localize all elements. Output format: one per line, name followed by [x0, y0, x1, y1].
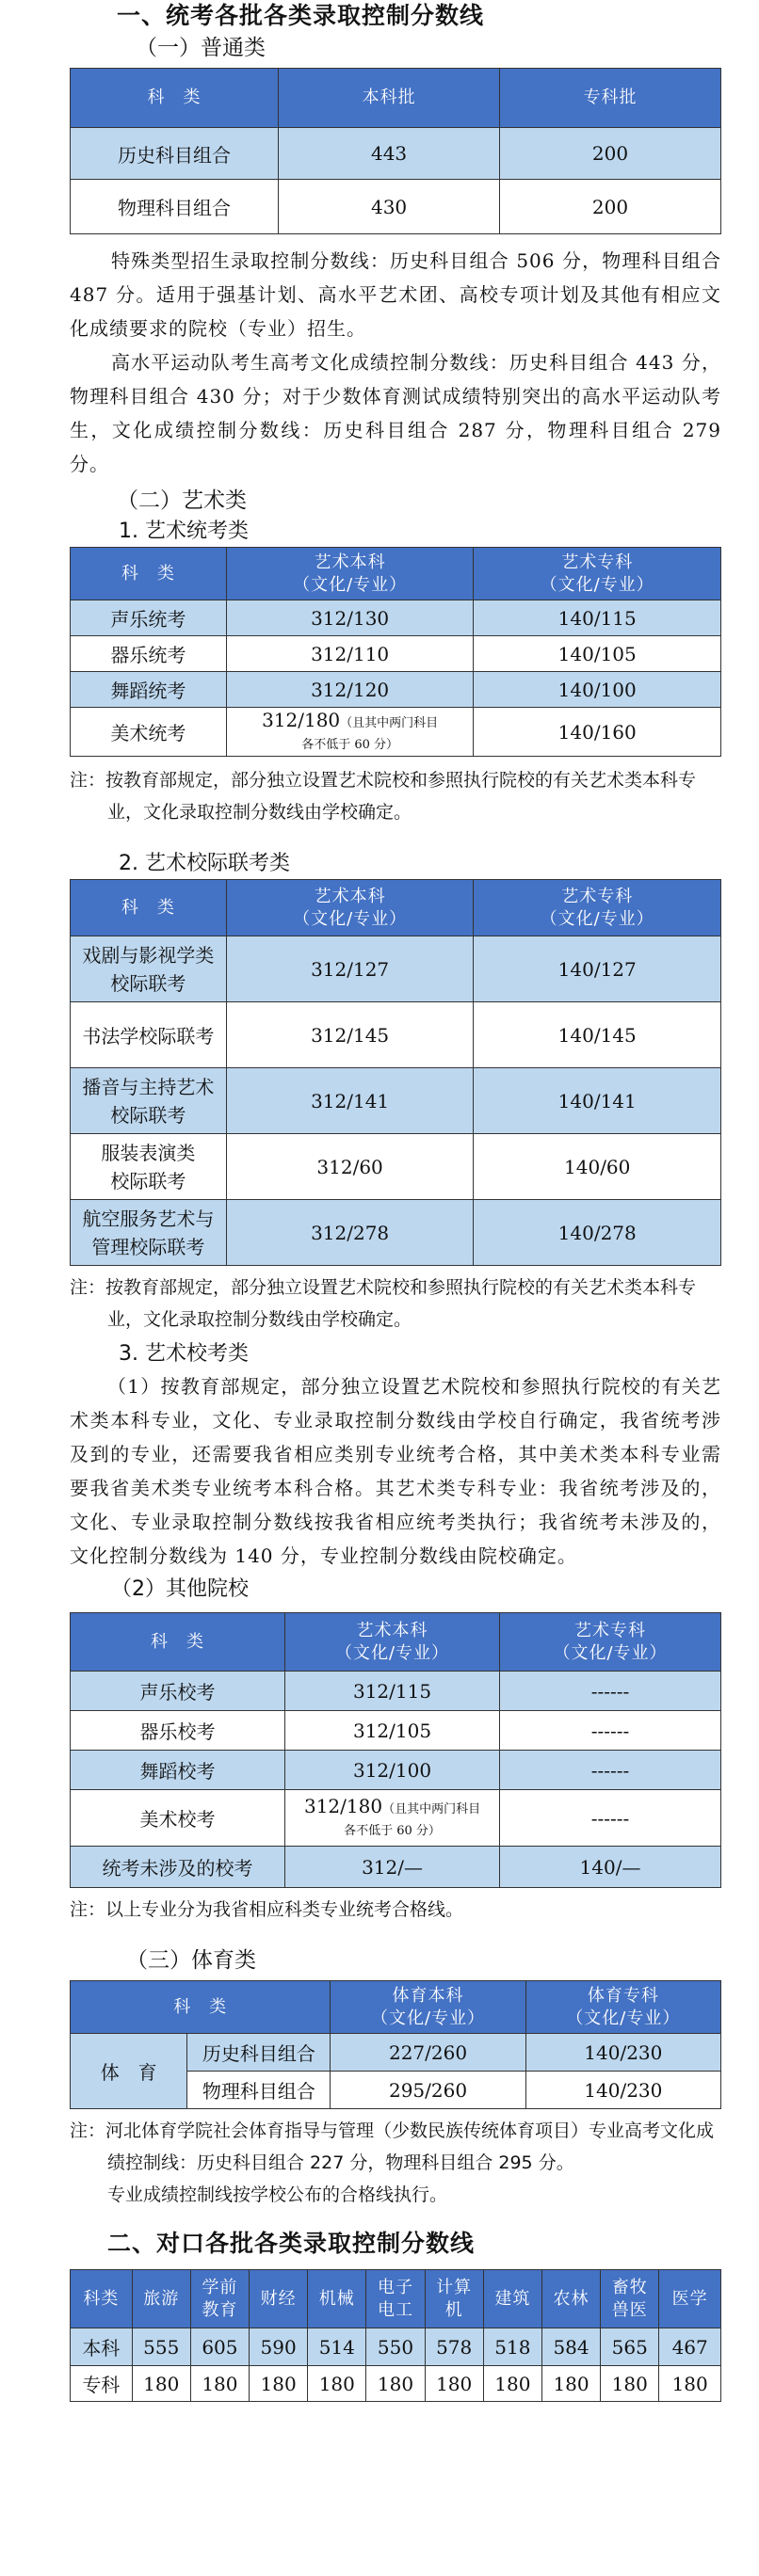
- table-cell: 312/180（且其中两门科目 各不低于 60 分）: [285, 1790, 500, 1847]
- table-cell: 140/105: [474, 636, 721, 672]
- table-cell: 140/278: [474, 1200, 721, 1266]
- table-cell: 180: [601, 2366, 659, 2402]
- col-header: 建筑: [483, 2270, 541, 2328]
- table-cell: 312/130: [226, 600, 474, 636]
- table-cell: 140/115: [474, 600, 721, 636]
- col-header-category: 科 类: [71, 548, 227, 600]
- col-header-category: 科 类: [71, 880, 227, 936]
- table-cell: 550: [366, 2328, 425, 2366]
- table-cell: 518: [483, 2328, 541, 2366]
- table-cell: 戏剧与影视学类 校际联考: [71, 936, 227, 1002]
- table-cell: 140/141: [474, 1068, 721, 1134]
- table-cell: 584: [541, 2328, 600, 2366]
- table-cell: 140/230: [525, 2072, 720, 2109]
- subheading-art-unified: 1. 艺术统考类: [119, 520, 249, 543]
- table-cell: 书法学校际联考: [71, 1002, 227, 1068]
- subheading-art-school: 3. 艺术校考类: [119, 1342, 249, 1366]
- table-cell: 声乐统考: [71, 600, 227, 636]
- table-cell: 312/120: [226, 672, 474, 708]
- table-cell: 180: [659, 2366, 721, 2402]
- table-cell: 舞蹈统考: [71, 672, 227, 708]
- table-cell: 180: [250, 2366, 308, 2402]
- col-header: 财经: [250, 2270, 308, 2328]
- col-header: 畜牧 兽医: [601, 2270, 659, 2328]
- col-header: 医学: [659, 2270, 721, 2328]
- table-cell: 467: [659, 2328, 721, 2366]
- note-art-school: 注：以上专业分为我省相应科类专业统考合格线。: [70, 1899, 464, 1920]
- table-cell: 200: [500, 128, 721, 180]
- table-cell: 312/110: [226, 636, 474, 672]
- table-cell: 578: [425, 2328, 483, 2366]
- table-cell: 播音与主持艺术 校际联考: [71, 1068, 227, 1134]
- note-art-joint: 注：按教育部规定，部分独立设置艺术院校和参照执行院校的有关艺术类本科专业，文化录取控制分数线由学校确定。: [70, 1277, 697, 1330]
- col-header-art-junior: 艺术专科 （文化/专业）: [500, 1613, 721, 1672]
- col-header-art-undergrad: 艺术本科 （文化/专业）: [285, 1613, 500, 1672]
- table-cell: 312/100: [285, 1751, 500, 1790]
- table-cell: 历史科目组合: [71, 128, 279, 180]
- table-cell: 565: [601, 2328, 659, 2366]
- art-school-table: [70, 1612, 721, 1888]
- table-cell: 312/105: [285, 1711, 500, 1751]
- col-header-sports-undergrad: 体育本科 （文化/专业）: [331, 1981, 525, 2034]
- art-joint-table: [70, 879, 721, 1266]
- table-cell: 312/60: [226, 1134, 474, 1200]
- table-cell: 声乐校考: [71, 1672, 285, 1711]
- subheading-other-schools: （2）其他院校: [111, 1577, 249, 1601]
- table-cell: 140/60: [474, 1134, 721, 1200]
- table-cell: 200: [500, 180, 721, 234]
- col-header-art-junior: 艺术专科 （文化/专业）: [474, 548, 721, 600]
- table-cell: 180: [308, 2366, 366, 2402]
- art-unified-table: [70, 547, 721, 757]
- col-header: 旅游: [132, 2270, 190, 2328]
- subheading-sports: （三）体育类: [126, 1948, 256, 1973]
- col-header-junior: 专科批: [500, 69, 721, 128]
- table-cell: 605: [190, 2328, 249, 2366]
- table-cell: 器乐校考: [71, 1711, 285, 1751]
- table-cell: 514: [308, 2328, 366, 2366]
- table-cell: 430: [279, 180, 500, 234]
- table-cell: 航空服务艺术与 管理校际联考: [71, 1200, 227, 1266]
- vocational-table: [70, 2269, 721, 2402]
- col-header: 农林: [541, 2270, 600, 2328]
- paragraph-high-level-athletes: 高水平运动队考生高考文化成绩控制分数线：历史科目组合 443 分，物理科目组合 430 分；对于少数体育测试成绩特别突出的高水平运动队考生，文化成绩控制分数线：历史科目组合 287 分，物理科目组合 279 分。: [70, 351, 721, 475]
- table-cell: 统考未涉及的校考: [71, 1847, 285, 1888]
- table-cell: 本科: [71, 2328, 133, 2366]
- table-cell: 140/145: [474, 1002, 721, 1068]
- col-header-art-undergrad: 艺术本科 （文化/专业）: [226, 880, 474, 936]
- subheading-art-joint: 2. 艺术校际联考类: [119, 852, 290, 875]
- col-header-art-junior: 艺术专科 （文化/专业）: [474, 880, 721, 936]
- table-cell: ------: [500, 1672, 721, 1711]
- table-cell: 器乐统考: [71, 636, 227, 672]
- table-cell: ------: [500, 1711, 721, 1751]
- table-cell: 180: [541, 2366, 600, 2402]
- col-header: 计算 机: [425, 2270, 483, 2328]
- table-cell: 443: [279, 128, 500, 180]
- table-cell: 555: [132, 2328, 190, 2366]
- table-cell: ------: [500, 1790, 721, 1847]
- table-cell: 590: [250, 2328, 308, 2366]
- table-cell: 140/160: [474, 708, 721, 757]
- paragraph-special-types: 特殊类型招生录取控制分数线：历史科目组合 506 分，物理科目组合 487 分。适用于强基计划、高水平艺术团、高校专项计划及其他有相应文化成绩要求的院校（专业）招生。: [70, 249, 721, 340]
- table-cell: 服装表演类 校际联考: [71, 1134, 227, 1200]
- col-header-art-undergrad: 艺术本科 （文化/专业）: [226, 548, 474, 600]
- table-cell: 专科: [71, 2366, 133, 2402]
- table-cell: 物理科目组合: [187, 2072, 331, 2109]
- sports-table: [70, 1980, 721, 2109]
- col-header: 科类: [71, 2270, 133, 2328]
- note-art-unified: 注：按教育部规定，部分独立设置艺术院校和参照执行院校的有关艺术类本科专业，文化录取控制分数线由学校确定。: [70, 770, 697, 823]
- table-cell: 312/180（且其中两门科目 各不低于 60 分）: [226, 708, 474, 757]
- table-cell: 180: [132, 2366, 190, 2402]
- subheading-art: （二）艺术类: [117, 488, 247, 513]
- col-header-category: 科 类: [71, 1981, 331, 2034]
- table-cell: 312/127: [226, 936, 474, 1002]
- table-cell: 140/100: [474, 672, 721, 708]
- col-header-sports-junior: 体育专科 （文化/专业）: [525, 1981, 720, 2034]
- col-header-category: 科 类: [71, 69, 279, 128]
- col-header: 机械: [308, 2270, 366, 2328]
- table-cell: 180: [366, 2366, 425, 2402]
- table-cell: 140/127: [474, 936, 721, 1002]
- table-cell: 312/141: [226, 1068, 474, 1134]
- section-heading-1: 一、统考各批各类录取控制分数线: [117, 2, 485, 29]
- table-cell: 美术统考: [71, 708, 227, 757]
- table-cell: 历史科目组合: [187, 2034, 331, 2072]
- note-sports-2: 专业成绩控制线按学校公布的合格线执行。: [107, 2184, 448, 2205]
- table-cell: 140/—: [500, 1847, 721, 1888]
- general-table: [70, 68, 721, 234]
- col-header: 学前 教育: [190, 2270, 249, 2328]
- col-header: 电子 电工: [366, 2270, 425, 2328]
- section-heading-2: 二、对口各批各类录取控制分数线: [107, 2230, 476, 2257]
- table-cell: 舞蹈校考: [71, 1751, 285, 1790]
- col-header-category: 科 类: [71, 1613, 285, 1672]
- table-cell: 美术校考: [71, 1790, 285, 1847]
- table-cell: 180: [425, 2366, 483, 2402]
- table-cell: 312/—: [285, 1847, 500, 1888]
- table-cell: 312/145: [226, 1002, 474, 1068]
- paragraph-art-school: （1）按教育部规定，部分独立设置艺术院校和参照执行院校的有关艺术类本科专业，文化、专业录取控制分数线由学校自行确定，我省统考涉及到的专业，还需要我省相应类别专业统考合格，其中美术类本科专业需要我省美术类专业统考本科合格。其艺术类专科专业：我省统考涉及的，文化、专业录取控制分数线按我省相应统考类执行；我省统考未涉及的，文化控制分数线为 140 分，专业控制分数线由院校确定。: [70, 1375, 721, 1567]
- table-cell-group: 体 育: [71, 2034, 187, 2109]
- table-cell: 180: [483, 2366, 541, 2402]
- table-cell: 物理科目组合: [71, 180, 279, 234]
- table-cell: 227/260: [331, 2034, 525, 2072]
- subheading-general: （一）普通类: [136, 36, 266, 60]
- col-header-undergrad: 本科批: [279, 69, 500, 128]
- table-cell: ------: [500, 1751, 721, 1790]
- table-cell: 140/230: [525, 2034, 720, 2072]
- table-cell: 295/260: [331, 2072, 525, 2109]
- note-sports-1: 注：河北体育学院社会体育指导与管理（少数民族传统体育项目）专业高考文化成绩控制线：历史科目组合 227 分，物理科目组合 295 分。: [70, 2120, 715, 2173]
- table-cell: 180: [190, 2366, 249, 2402]
- table-cell: 312/115: [285, 1672, 500, 1711]
- table-cell: 312/278: [226, 1200, 474, 1266]
